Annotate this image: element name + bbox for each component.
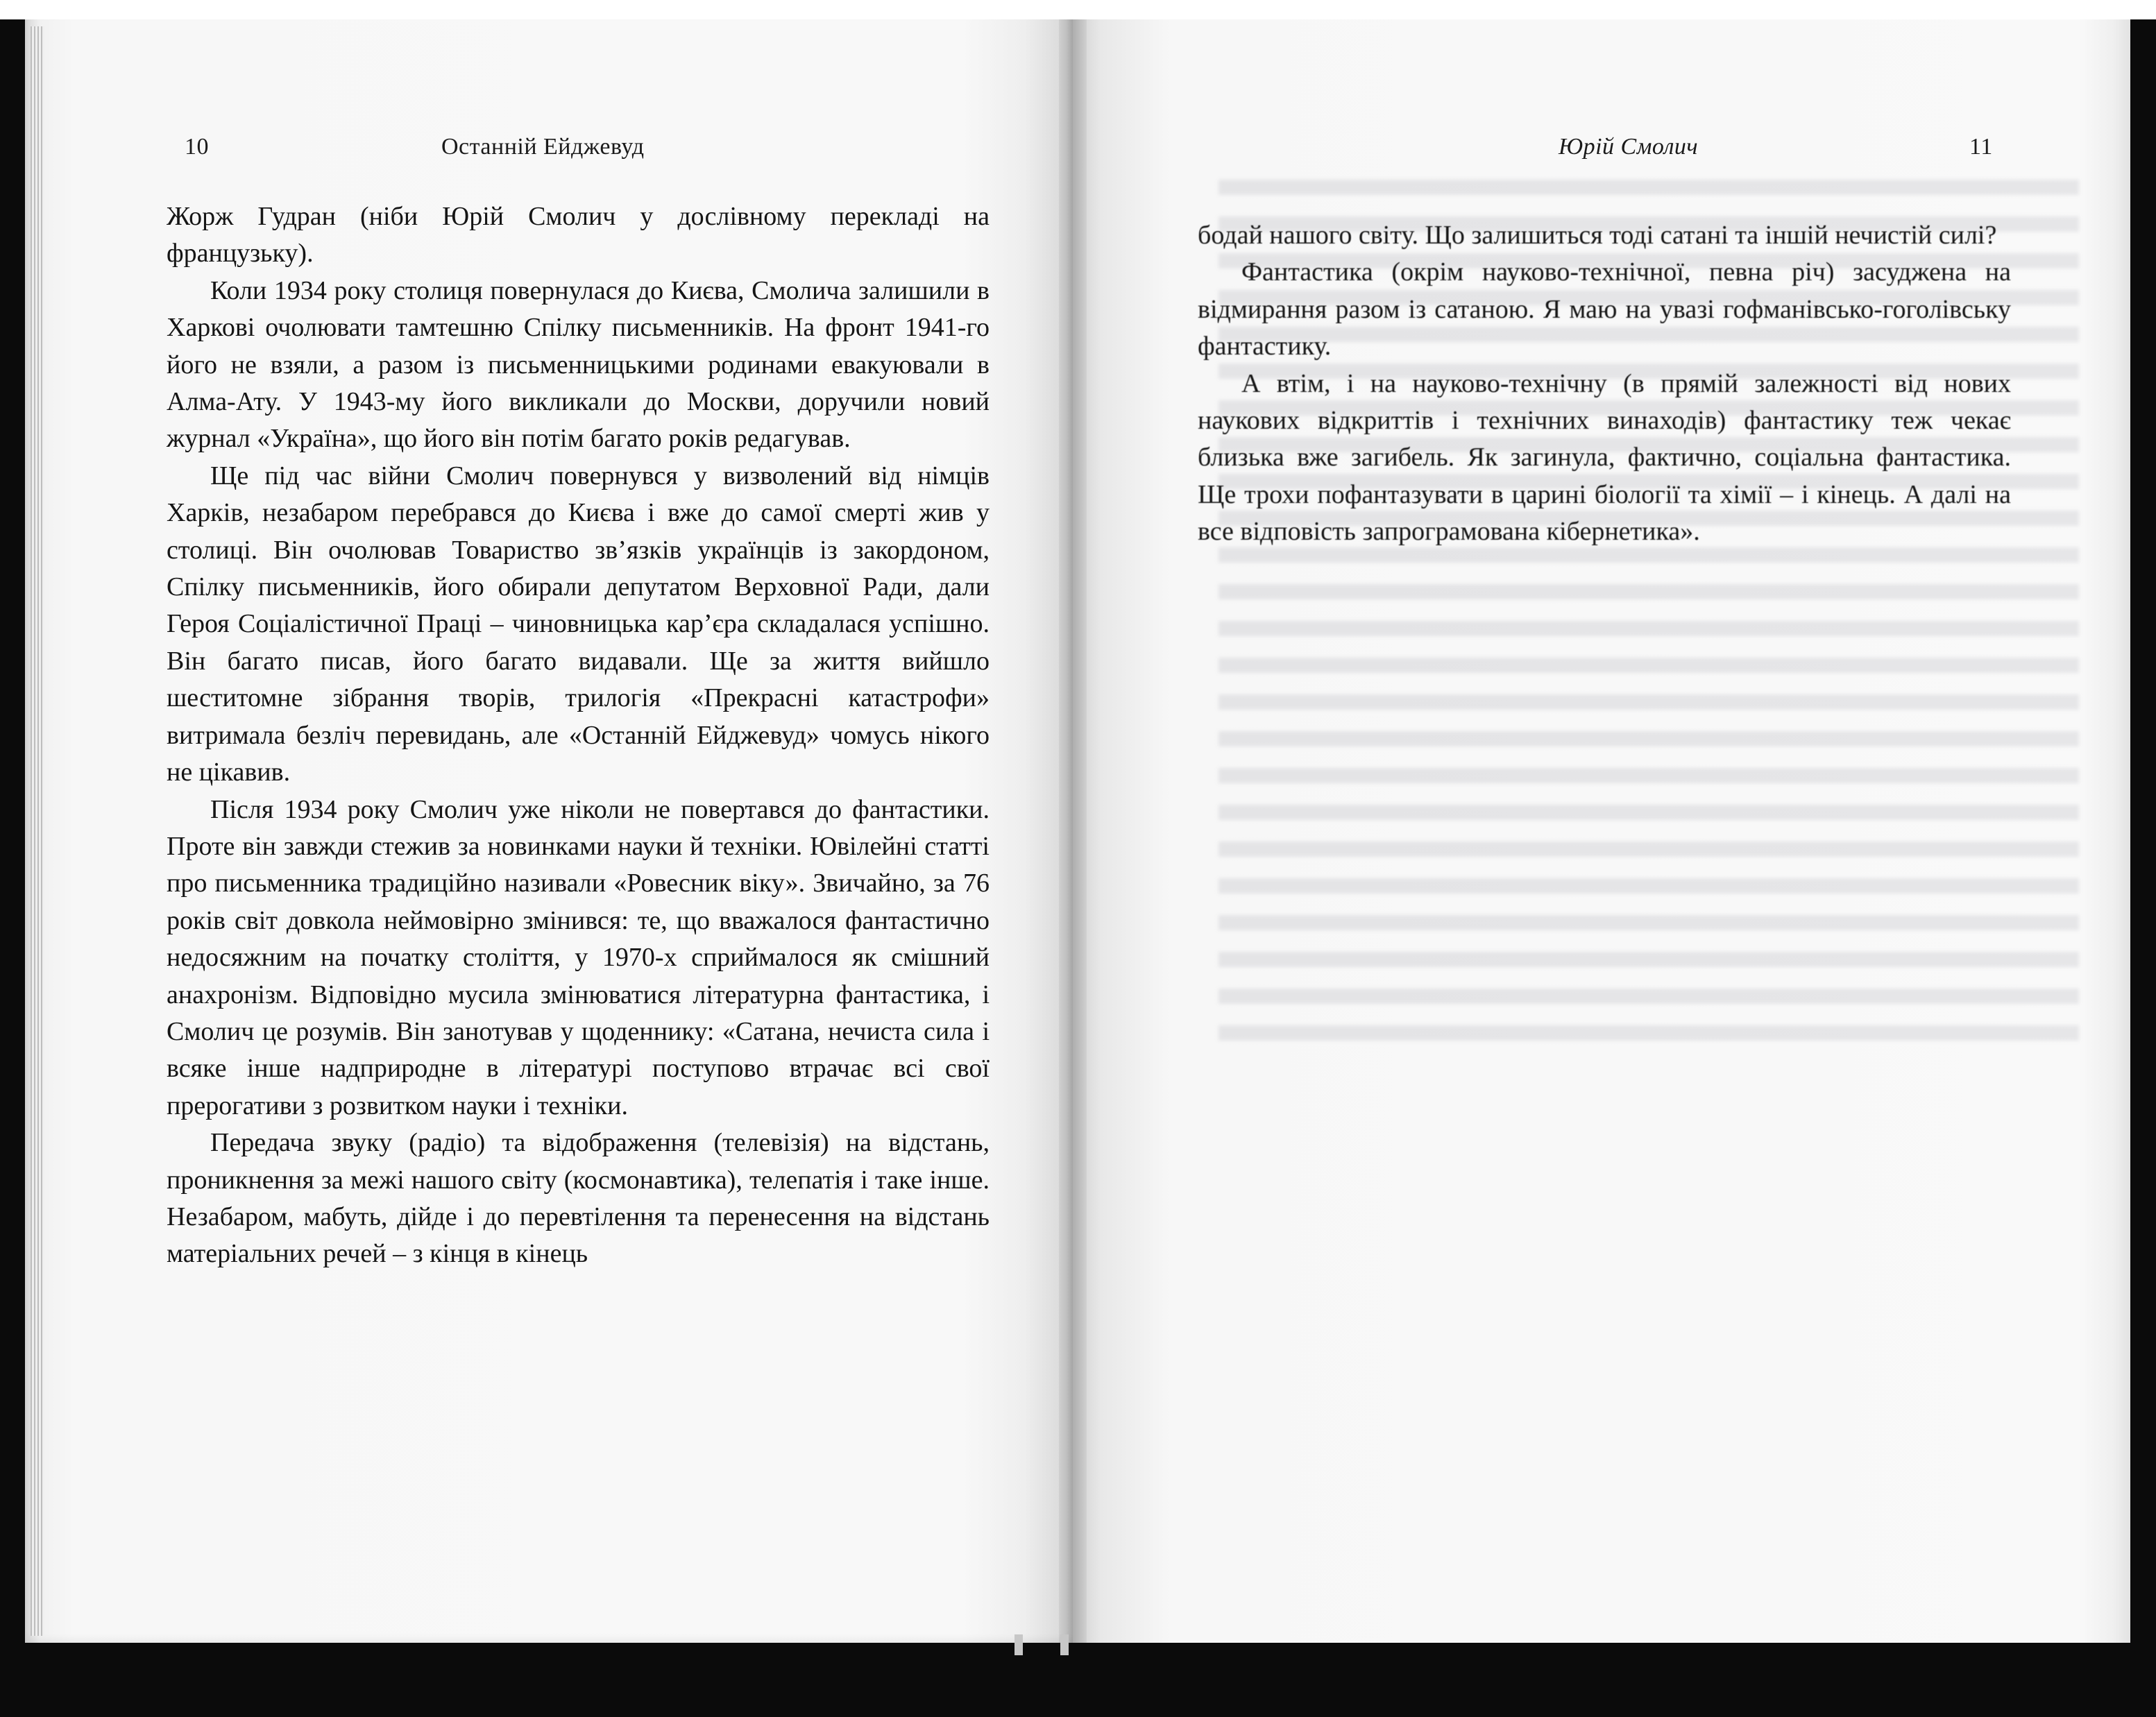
left-page-body: [167, 198, 990, 1273]
left-page: [25, 19, 1073, 1643]
right-page-body: [1198, 217, 2011, 551]
page-edges: [31, 26, 44, 1636]
scan-background-top: [0, 0, 2156, 19]
right-running-title: Юрій Смолич: [1559, 134, 1699, 160]
spine-mark: [1060, 1634, 1069, 1655]
book-gutter: [1059, 19, 1087, 1643]
paragraph: А втім, і на науково-технічну (в прямій залежності від нових наукових відкриттів і технічних винаходів) фантастику теж чекає близька вже загибель. Як загинула, фактично, соціальна фантастика. Ще трохи пофантазувати в царині біології та хімії – і кінець. А далі на все відповість запрограмована кібернетика».: [1198, 368, 2011, 547]
spine-mark: [1015, 1634, 1023, 1655]
left-running-title: Останній Ейджевуд: [441, 134, 645, 160]
paragraph: Фантастика (окрім науково-технічної, певна річ) засуджена на відмирання разом із сатаною. Я маю на увазі гофманівсько-гоголівську фантастику.: [1198, 257, 2011, 361]
left-page-number: 10: [185, 134, 209, 160]
paragraph: Жорж Гудран (ніби Юрій Смолич у дослівному перекладі на французьку).: [167, 202, 990, 268]
paragraph: Коли 1934 року столиця повернулася до Києва, Смолича залишили в Харкові очолювати тамтешню Спілку письменників. На фронт 1941-го його не взяли, а разом із письменницькими родинами евакуювали в Алма-Ату. У 1943-му його викликали до Москви, доручили новий журнал «Україна», що його він потім багато років редагував.: [167, 275, 990, 454]
paragraph: Ще під час війни Смолич повернувся у визволений від німців Харків, незабаром перебрався до Києва і вже до самої смерті жив у столиці. Він очолював Товариство зв’язків українців із закордоном, Спілку письменників, його обирали депутатом Верховної Ради, дали Героя Соціалістичної Праці – чиновницька кар’єра складалася успішно. Він багато писав, його багато видавали. Ще за життя вийшло шеститомне зібрання творів, трилогія «Прекрасні катастрофи» витримала безліч перевидань, але «Останній Ейджевуд» чомусь нікого не цікавив.: [167, 461, 990, 787]
paragraph: бодай нашого світу. Що залишиться тоді сатані та іншій нечистій силі?: [1198, 221, 1997, 250]
open-book: [25, 19, 2130, 1643]
paragraph: Після 1934 року Смолич уже ніколи не повертався до фантастики. Проте він завжди стежив за новинками науки й техніки. Ювілейні статті про письменника традиційно називали «Ровесник віку». Звичайно, за 76 років світ довкола неймовірно змінився: те, що вважалося фантастично недосяжним на початку століття, у 1970-х сприймалося як смішний анахронізм. Відповідно мусила змінюватися літературна фантастика, і Смолич це розумів. Він занотував у щоденнику: «Сатана, нечиста сила і всяке інше надприродне в літературі поступово втрачає всі свої прерогативи з розвитком науки і техніки.: [167, 794, 990, 1120]
paragraph: Передача звуку (радіо) та відображення (телевізія) на відстань, проникнення за межі нашого світу (космонавтика), телепатія і таке інше. Незабаром, мабуть, дійде і до перевтілення та перенесення на відстань матеріальних речей – з кінця в кінець: [167, 1128, 990, 1269]
right-page-number: 11: [1969, 134, 1993, 160]
